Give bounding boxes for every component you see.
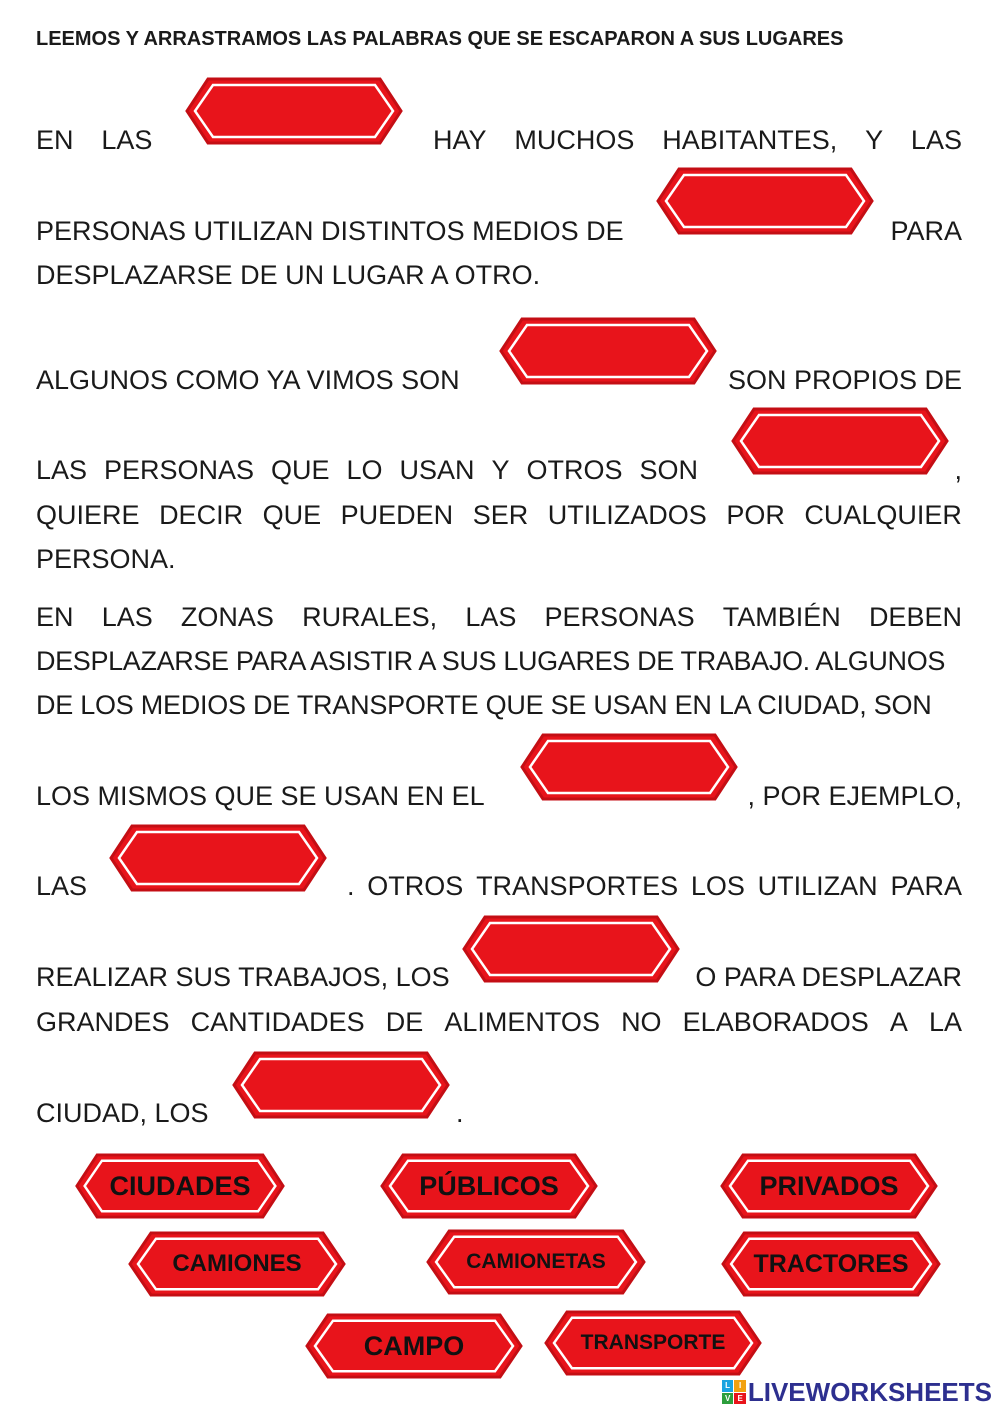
text-line-15: CIUDAD, LOS . xyxy=(36,1098,464,1128)
text-line-10: DE LOS MEDIOS DE TRANSPORTE QUE SE USAN EN LA CIUDAD, SON xyxy=(36,690,932,720)
drop-zone-6[interactable] xyxy=(108,823,328,893)
drop-zone-8[interactable] xyxy=(231,1050,451,1120)
text-line-13: REALIZAR SUS TRABAJOS, LOS O PARA DESPLAZAR xyxy=(36,962,962,992)
text-line-3: DESPLAZARSE DE UN LUGAR A OTRO. xyxy=(36,260,541,290)
word-tile-ciudades[interactable]: CIUDADES xyxy=(74,1152,286,1220)
drop-zone-shape xyxy=(184,76,404,146)
drop-zone-7[interactable] xyxy=(461,914,681,984)
text-line-6: QUIERE DECIR QUE PUEDEN SER UTILIZADOS POR CUALQUIER xyxy=(36,500,962,530)
liveworksheets-logo xyxy=(722,1377,992,1407)
word-tile-tractores[interactable]: TRACTORES xyxy=(720,1230,942,1298)
drop-zone-shape xyxy=(461,914,681,984)
drop-zone-4[interactable] xyxy=(730,406,950,476)
word-tile-privados[interactable]: PRIVADOS xyxy=(719,1152,939,1220)
drop-zone-shape xyxy=(730,406,950,476)
drop-zone-shape xyxy=(519,732,739,802)
drop-zone-2[interactable] xyxy=(655,166,875,236)
logo-mark-icon: L I V E xyxy=(722,1380,746,1404)
text-line-11: LOS MISMOS QUE SE USAN EN EL , POR EJEMPLO, xyxy=(36,781,962,811)
text-line-7: PERSONA. xyxy=(36,544,176,574)
text-line-14: GRANDES CANTIDADES DE ALIMENTOS NO ELABORADOS A LA xyxy=(36,1007,962,1037)
drop-zone-shape xyxy=(231,1050,451,1120)
word-tile-campo[interactable]: CAMPO xyxy=(304,1312,524,1380)
text-line-2: PERSONAS UTILIZAN DISTINTOS MEDIOS DE PARA xyxy=(36,216,962,246)
text-line-9: DESPLAZARSE PARA ASISTIR A SUS LUGARES DE TRABAJO. ALGUNOS xyxy=(36,646,946,676)
word-tile-camiones[interactable]: CAMIONES xyxy=(127,1230,347,1298)
logo-wordmark: LIVEWORKSHEETS xyxy=(747,1376,992,1407)
word-tile-publicos[interactable]: PÚBLICOS xyxy=(379,1152,599,1220)
drop-zone-5[interactable] xyxy=(519,732,739,802)
drop-zone-shape xyxy=(108,823,328,893)
page-title: LEEMOS Y ARRASTRAMOS LAS PALABRAS QUE SE ESCAPARON A SUS LUGARES xyxy=(36,28,844,50)
drop-zone-1[interactable] xyxy=(184,76,404,146)
text-line-1: EN LAS HAY MUCHOS HABITANTES, Y LAS xyxy=(36,125,962,155)
drop-zone-3[interactable] xyxy=(498,316,718,386)
drop-zone-shape xyxy=(498,316,718,386)
drop-zone-shape xyxy=(655,166,875,236)
text-line-4: ALGUNOS COMO YA VIMOS SON SON PROPIOS DE xyxy=(36,365,962,395)
text-line-8: EN LAS ZONAS RURALES, LAS PERSONAS TAMBIÉN DEBEN xyxy=(36,602,962,632)
word-tile-camionetas[interactable]: CAMIONETAS xyxy=(425,1228,647,1296)
word-tile-transporte[interactable]: TRANSPORTE xyxy=(543,1309,763,1377)
